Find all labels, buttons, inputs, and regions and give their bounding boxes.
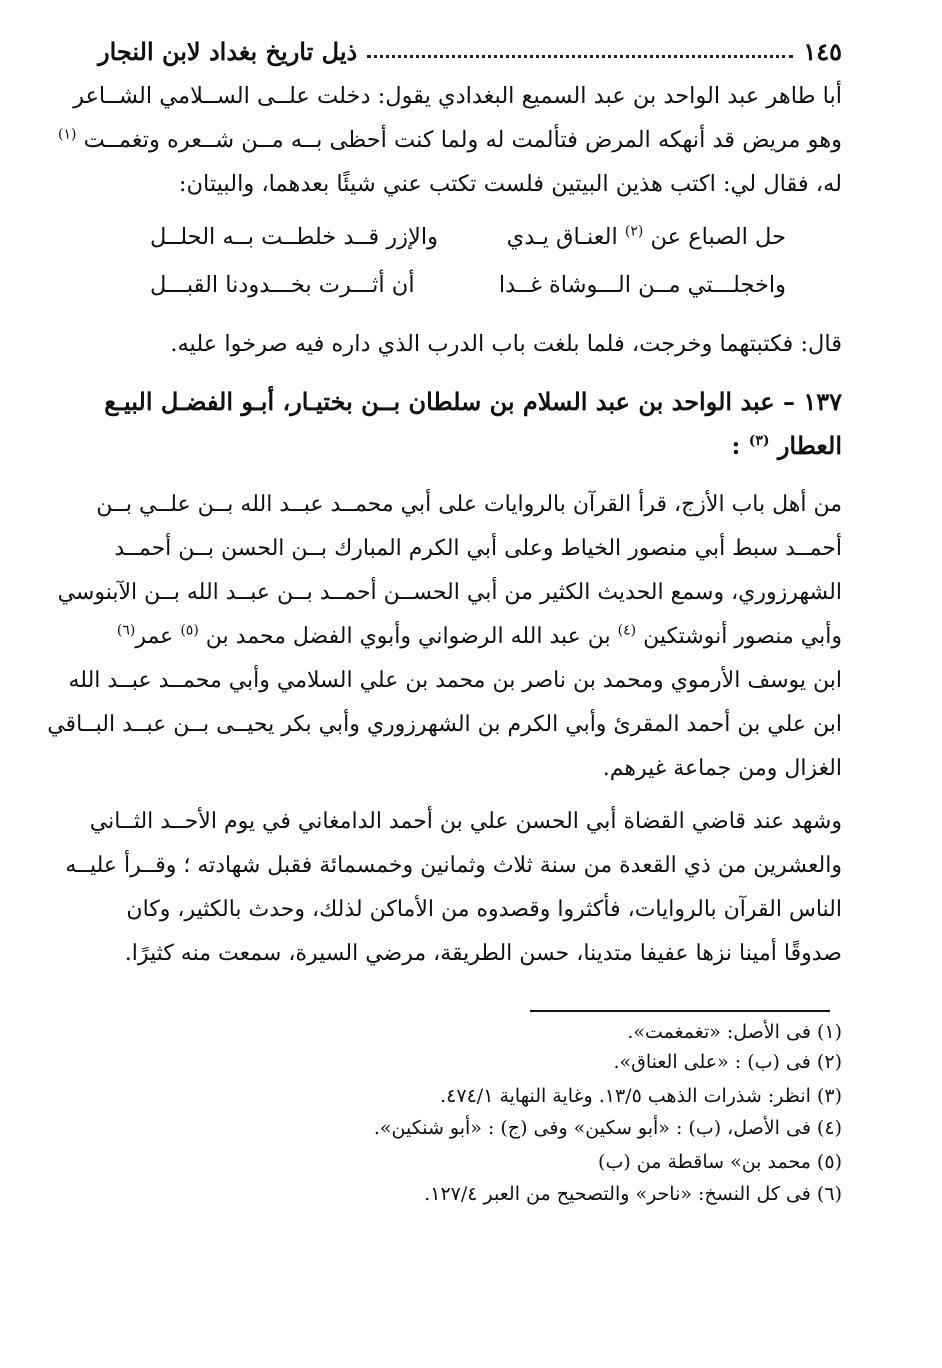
footnote-5: (٥) محمد بن» ساقطة من (ب) (598, 1151, 842, 1173)
text-line: الغزال ومن جماعة غيرهم. (602, 756, 842, 781)
text-segment: العطار (777, 431, 842, 460)
footnote-marker: (١) (58, 126, 77, 143)
running-header (98, 34, 842, 68)
footnote-2: (٢) فى (ب) : «على العناق». (613, 1051, 842, 1073)
text-line: صدوقًا أمينا نزها عفيفا متدينا، حسن الطريقة، مرضي السيرة، سمعت منه كثيرًا. (124, 941, 842, 966)
text-line: وشهد عند قاضي القضاة أبي الحسن علي بن أحمد الدامغاني في يوم الأحــد الثــاني (89, 809, 842, 834)
verse-1-first-hemistich (507, 224, 786, 250)
text-segment: وأبي منصور أنوشتكين (643, 624, 842, 649)
verse-1-second-hemistich: والإزر قــد خلطــت بــه الحلــل (150, 224, 438, 250)
entry-heading (98, 380, 842, 468)
paragraph-after-verses (98, 322, 842, 366)
text-line: ابن علي بن أحمد المقرئ وأبي الكرم بن الشهرزوري وأبي بكر يحيــى بــن عبــد البــاقي (47, 712, 842, 737)
footnote-separator (530, 1010, 830, 1012)
paragraph-testimony (65, 800, 842, 976)
heading-line (98, 424, 842, 468)
footnote-marker: (٢) (624, 223, 644, 240)
text-line: الناس القرآن بالروايات، فأكثروا وقصدوه من الأماكن لذلك، وحدث بالكثير، وكان (126, 897, 842, 922)
page-number: ١٤٥ (803, 36, 842, 66)
footnote-6: (٦) فى كل النسخ: «ناحر» والتصحيح من العبر ١٢٧/٤. (424, 1183, 842, 1205)
leader-dots (367, 55, 793, 58)
text-segment: عمر (135, 624, 174, 649)
text-line: من أهل باب الأزج، قرأ القرآن بالروايات على أبي محمــد عبــد الله بــن علــي بــن (96, 492, 842, 517)
text-segment: : (731, 431, 741, 460)
text-segment: حل الصباع عن (650, 224, 786, 250)
footnote-marker: (٦) (116, 622, 136, 639)
text-line: الشهرزوري، وسمع الحديث الكثير من أبي الحســن أحمــد بــن عبــد الله بــن الآبنوسي (57, 580, 842, 605)
footnote-4: (٤) فى الأصل، (ب) : «أبو سكين» وفى (ج) : «أبو شنكين». (373, 1117, 842, 1139)
text-line: له، فقال لي: اكتب هذين البيتين فلست تكتب عني شيئًا بعدهما، والبيتان: (178, 171, 842, 197)
text-segment: العنـاق يـدي (506, 224, 618, 250)
paragraph-intro (58, 74, 842, 206)
text-line (58, 118, 842, 162)
footnote-marker: (٥) (180, 622, 199, 639)
footnote-3: (٣) انظر: شذرات الذهب ١٣/٥. وغاية النهاية ٤٧٤/١. (440, 1085, 842, 1107)
text-line: قال: فكتبتهما وخرجت، فلما بلغت باب الدرب الذي داره فيه صرخوا عليه. (170, 331, 842, 357)
footnote-1: (١) فى الأصل: «تغمغمت». (627, 1021, 842, 1043)
footnote-marker: (٣) (748, 433, 770, 449)
text-line: أحمــد سبط أبي منصور الخياط وعلى أبي الكرم المبارك بــن الحسن بــن أحمــد (114, 536, 842, 561)
verse-2-first-hemistich: واخجلـــتي مــن الـــوشاة غــدا (498, 272, 786, 298)
text-line: والعشرين من ذي القعدة من سنة ثلاث وثمانين وخمسمائة فقبل شهادته ؛ وقــرأ عليــه (65, 853, 842, 878)
verse-2-second-hemistich: أن أثـــرت بخـــدودنا القبـــل (150, 272, 415, 298)
text-line: ابن يوسف الأرموي ومحمد بن ناصر بن محمد بن علي السلامي وأبي محمــد عبــد الله (68, 668, 842, 693)
text-segment: بن عبد الله الرضواني وأبوي الفضل محمد بن (205, 624, 611, 649)
text-line: أبا طاهر عبد الواحد بن عبد السميع البغدادي يقول: دخلت علــى الســلامي الشــاعر (73, 83, 842, 109)
text-line (98, 615, 842, 659)
paragraph-biography (47, 483, 842, 791)
heading-line: ١٣٧ – عبد الواحد بن عبد السلام بن سلطان بــن بختيـار، أبـو الفضـل البيـع (104, 387, 842, 416)
footnote-marker: (٤) (617, 622, 637, 639)
text-segment: وهو مريض قد أنهكه المرض فتألمت له ولما كنت أحظى بــه مــن شــعره وتغمــت (83, 127, 842, 153)
header-title: ذيل تاريخ بغداد لابن النجار (98, 36, 358, 66)
